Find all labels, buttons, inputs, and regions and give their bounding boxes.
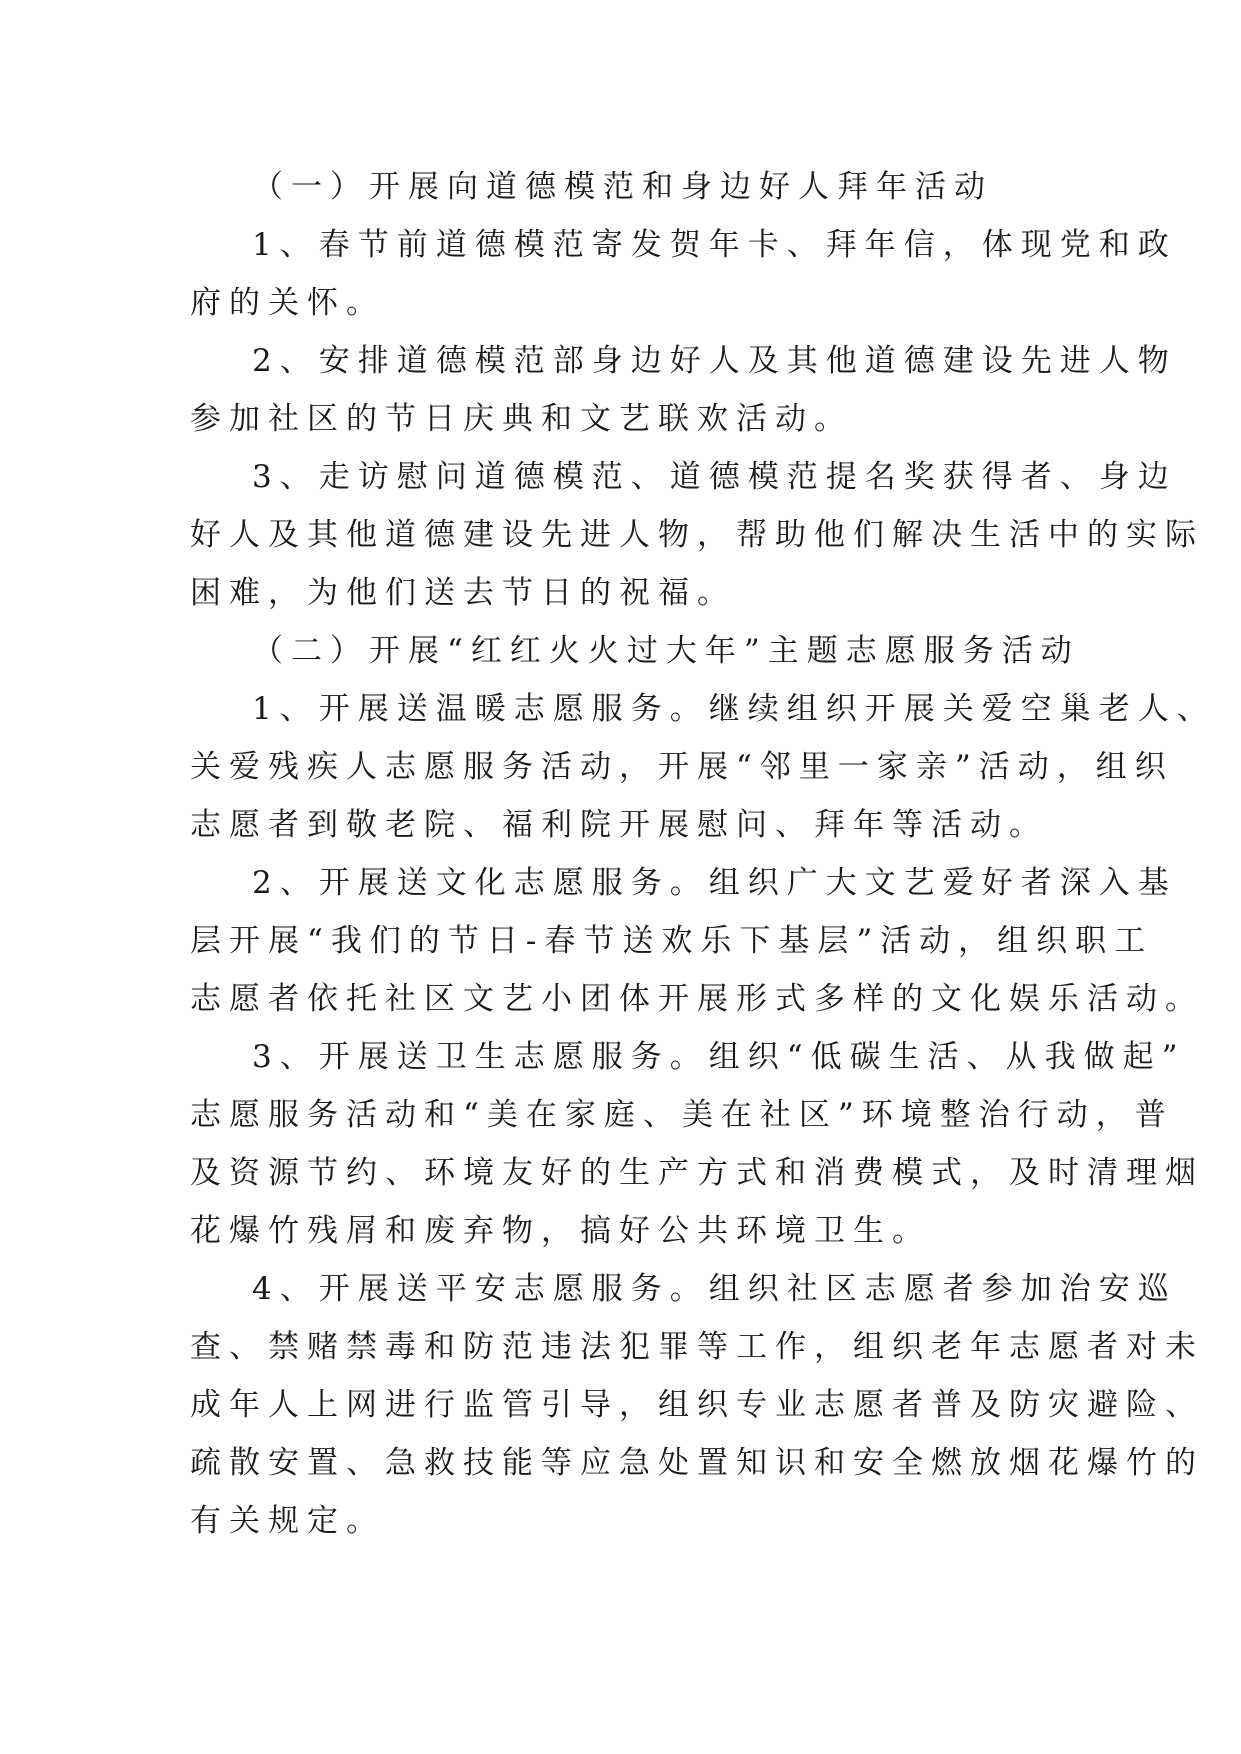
text-line: 1、春节前道德模范寄发贺年卡、拜年信，体现党和政	[252, 227, 1177, 263]
text-line: 好人及其他道德建设先进人物，帮助他们解决生活中的实际	[190, 517, 1204, 553]
text-line: 参加社区的节日庆典和文艺联欢活动。	[190, 401, 853, 437]
text-line: （一）开展向道德模范和身边好人拜年活动	[252, 169, 993, 205]
section-heading-1	[190, 158, 1070, 216]
text-line: 成年人上网进行监管引导，组织专业志愿者普及防灾避险、	[190, 1387, 1204, 1423]
section-heading-2	[190, 622, 1080, 680]
text-line: 1、开展送温暖志愿服务。继续组织开展关爱空巢老人、	[252, 691, 1216, 727]
text-line: 查、禁赌禁毒和防范违法犯罪等工作，组织老年志愿者对未	[190, 1329, 1204, 1365]
text-line: 3、走访慰问道德模范、道德模范提名奖获得者、身边	[252, 459, 1177, 495]
text-line: 志愿服务活动和“美在家庭、美在社区”环境整治行动，普	[190, 1097, 1174, 1133]
paragraph-1-2	[190, 332, 1177, 448]
paragraph-2-3	[190, 1028, 1204, 1260]
text-line: （二）开展“红红火火过大年”主题志愿服务活动	[252, 633, 1080, 669]
text-line: 志愿者依托社区文艺小团体开展形式多样的文化娱乐活动。	[190, 981, 1204, 1017]
text-line: 花爆竹残屑和废弃物，搞好公共环境卫生。	[190, 1213, 931, 1249]
text-line: 有关规定。	[190, 1503, 385, 1539]
text-line: 困难，为他们送去节日的祝福。	[190, 575, 736, 611]
text-line: 2、开展送文化志愿服务。组织广大文艺爱好者深入基	[252, 865, 1177, 901]
text-line: 志愿者到敬老院、福利院开展慰问、拜年等活动。	[190, 807, 1048, 843]
text-line: 疏散安置、急救技能等应急处置知识和安全燃放烟花爆竹的	[190, 1445, 1204, 1481]
paragraph-2-4	[190, 1260, 1204, 1550]
text-line: 3、开展送卫生志愿服务。组织“低碳生活、从我做起”	[252, 1039, 1186, 1075]
paragraph-2-2	[190, 854, 1204, 1028]
paragraph-1-1	[190, 216, 1177, 332]
document-body	[190, 158, 1216, 1550]
text-line: 府的关怀。	[190, 285, 385, 321]
text-line: 4、开展送平安志愿服务。组织社区志愿者参加治安巡	[252, 1271, 1177, 1307]
text-line: 及资源节约、环境友好的生产方式和消费模式，及时清理烟	[190, 1155, 1204, 1191]
text-line: 层开展“我们的节日-春节送欢乐下基层”活动，组织职工	[190, 923, 1154, 959]
text-line: 2、安排道德模范部身边好人及其他道德建设先进人物	[252, 343, 1177, 379]
text-line: 关爱残疾人志愿服务活动，开展“邻里一家亲”活动，组织	[190, 749, 1174, 785]
paragraph-1-3	[190, 448, 1204, 622]
paragraph-2-1	[190, 680, 1216, 854]
